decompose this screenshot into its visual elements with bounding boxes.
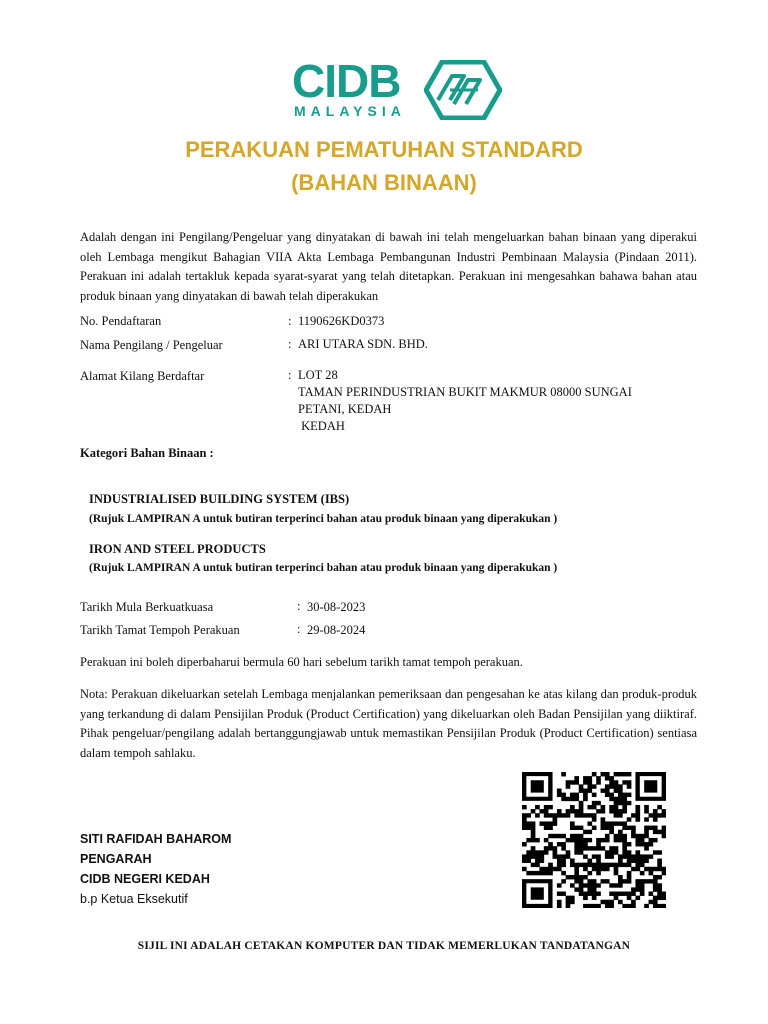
address-colon: : <box>288 368 292 382</box>
start-date-label: Tarikh Mula Berkuatkuasa <box>80 600 214 614</box>
certificate-title: PERAKUAN PEMATUHAN STANDARD <box>185 137 583 162</box>
logo-wordmark: CIDB <box>292 55 401 107</box>
start-date-colon: : <box>297 599 301 613</box>
category-item-title: INDUSTRIALISED BUILDING SYSTEM (IBS) <box>89 492 350 506</box>
category-item-reference: (Rujuk LAMPIRAN A untuk butiran terperinci bahan atau produk binaan yang diperakukan ) <box>89 513 558 525</box>
computer-generated-notice: SIJIL INI ADALAH CETAKAN KOMPUTER DAN TIDAK MEMERLUKAN TANDATANGAN <box>137 940 631 952</box>
intro-paragraph: Adalah dengan ini Pengilang/Pengeluar yang dinyatakan di bawah ini telah mengeluarkan bahan binaan yang diperakui oleh Lembaga mengikut Bahagian VIIA Akta Lembaga Pembangunan Industri Pembinaan Malaysia (Pindaan 2011). Perakuan ini adalah tertakluk kepada syarat-syarat yang telah ditetapkan. Perakuan ini mengesahkan bahawa bahan atau produk binaan yang dinyatakan di bawah telah diperakukan <box>80 230 697 303</box>
signatory-behalf: b.p Ketua Eksekutif <box>80 892 188 906</box>
certificate-subtitle: (BAHAN BINAAN) <box>291 170 477 195</box>
end-date-label: Tarikh Tamat Tempoh Perakuan <box>80 623 240 637</box>
qr-code-icon <box>522 772 666 908</box>
note-paragraph: Nota: Perakuan dikeluarkan setelah Lembaga menjalankan pemeriksaan dan pengesahan ke atas kilang dan produk-produk yang terkandung di dalam Pensijilan Produk (Product Certification) yang dikeluarkan oleh Badan Pensijilan yang diiktiraf. Pihak pengeluar/pengilang adalah bertanggungjawab untuk memastikan Pensijilan Produk (Product Certification) sentiasa dalam tempoh sahlaku. <box>80 687 697 760</box>
registration-value: 1190626KD0373 <box>298 314 385 328</box>
manufacturer-colon: : <box>288 337 292 351</box>
end-date-colon: : <box>297 622 301 636</box>
signatory-name: SITI RAFIDAH BAHAROM <box>80 832 232 846</box>
manufacturer-label: Nama Pengilang / Pengeluar <box>80 338 223 352</box>
signatory-position: PENGARAH <box>80 852 152 866</box>
cidb-logo <box>292 55 504 124</box>
address-line-2: TAMAN PERINDUSTRIAN BUKIT MAKMUR 08000 SUNGAI <box>298 385 632 399</box>
renewal-text: Perakuan ini boleh diperbaharui bermula 60 hari sebelum tarikh tamat tempoh perakuan. <box>80 655 523 669</box>
category-heading: Kategori Bahan Binaan : <box>80 446 214 460</box>
signatory-office: CIDB NEGERI KEDAH <box>80 872 210 886</box>
address-line-1: LOT 28 <box>298 368 338 382</box>
end-date-value: 29-08-2024 <box>307 623 366 637</box>
start-date-value: 30-08-2023 <box>307 600 366 614</box>
address-line-4: KEDAH <box>298 419 345 433</box>
address-label: Alamat Kilang Berdaftar <box>80 369 205 383</box>
registration-label: No. Pendaftaran <box>80 314 162 328</box>
logo-country: MALAYSIA <box>294 103 406 119</box>
category-item-reference: (Rujuk LAMPIRAN A untuk butiran terperinci bahan atau produk binaan yang diperakukan ) <box>89 562 558 574</box>
manufacturer-value: ARI UTARA SDN. BHD. <box>298 337 428 351</box>
registration-colon: : <box>288 314 292 328</box>
address-line-3: PETANI, KEDAH <box>298 402 392 416</box>
category-item-title: IRON AND STEEL PRODUCTS <box>89 542 266 556</box>
cidb-logo-icon <box>424 60 502 120</box>
